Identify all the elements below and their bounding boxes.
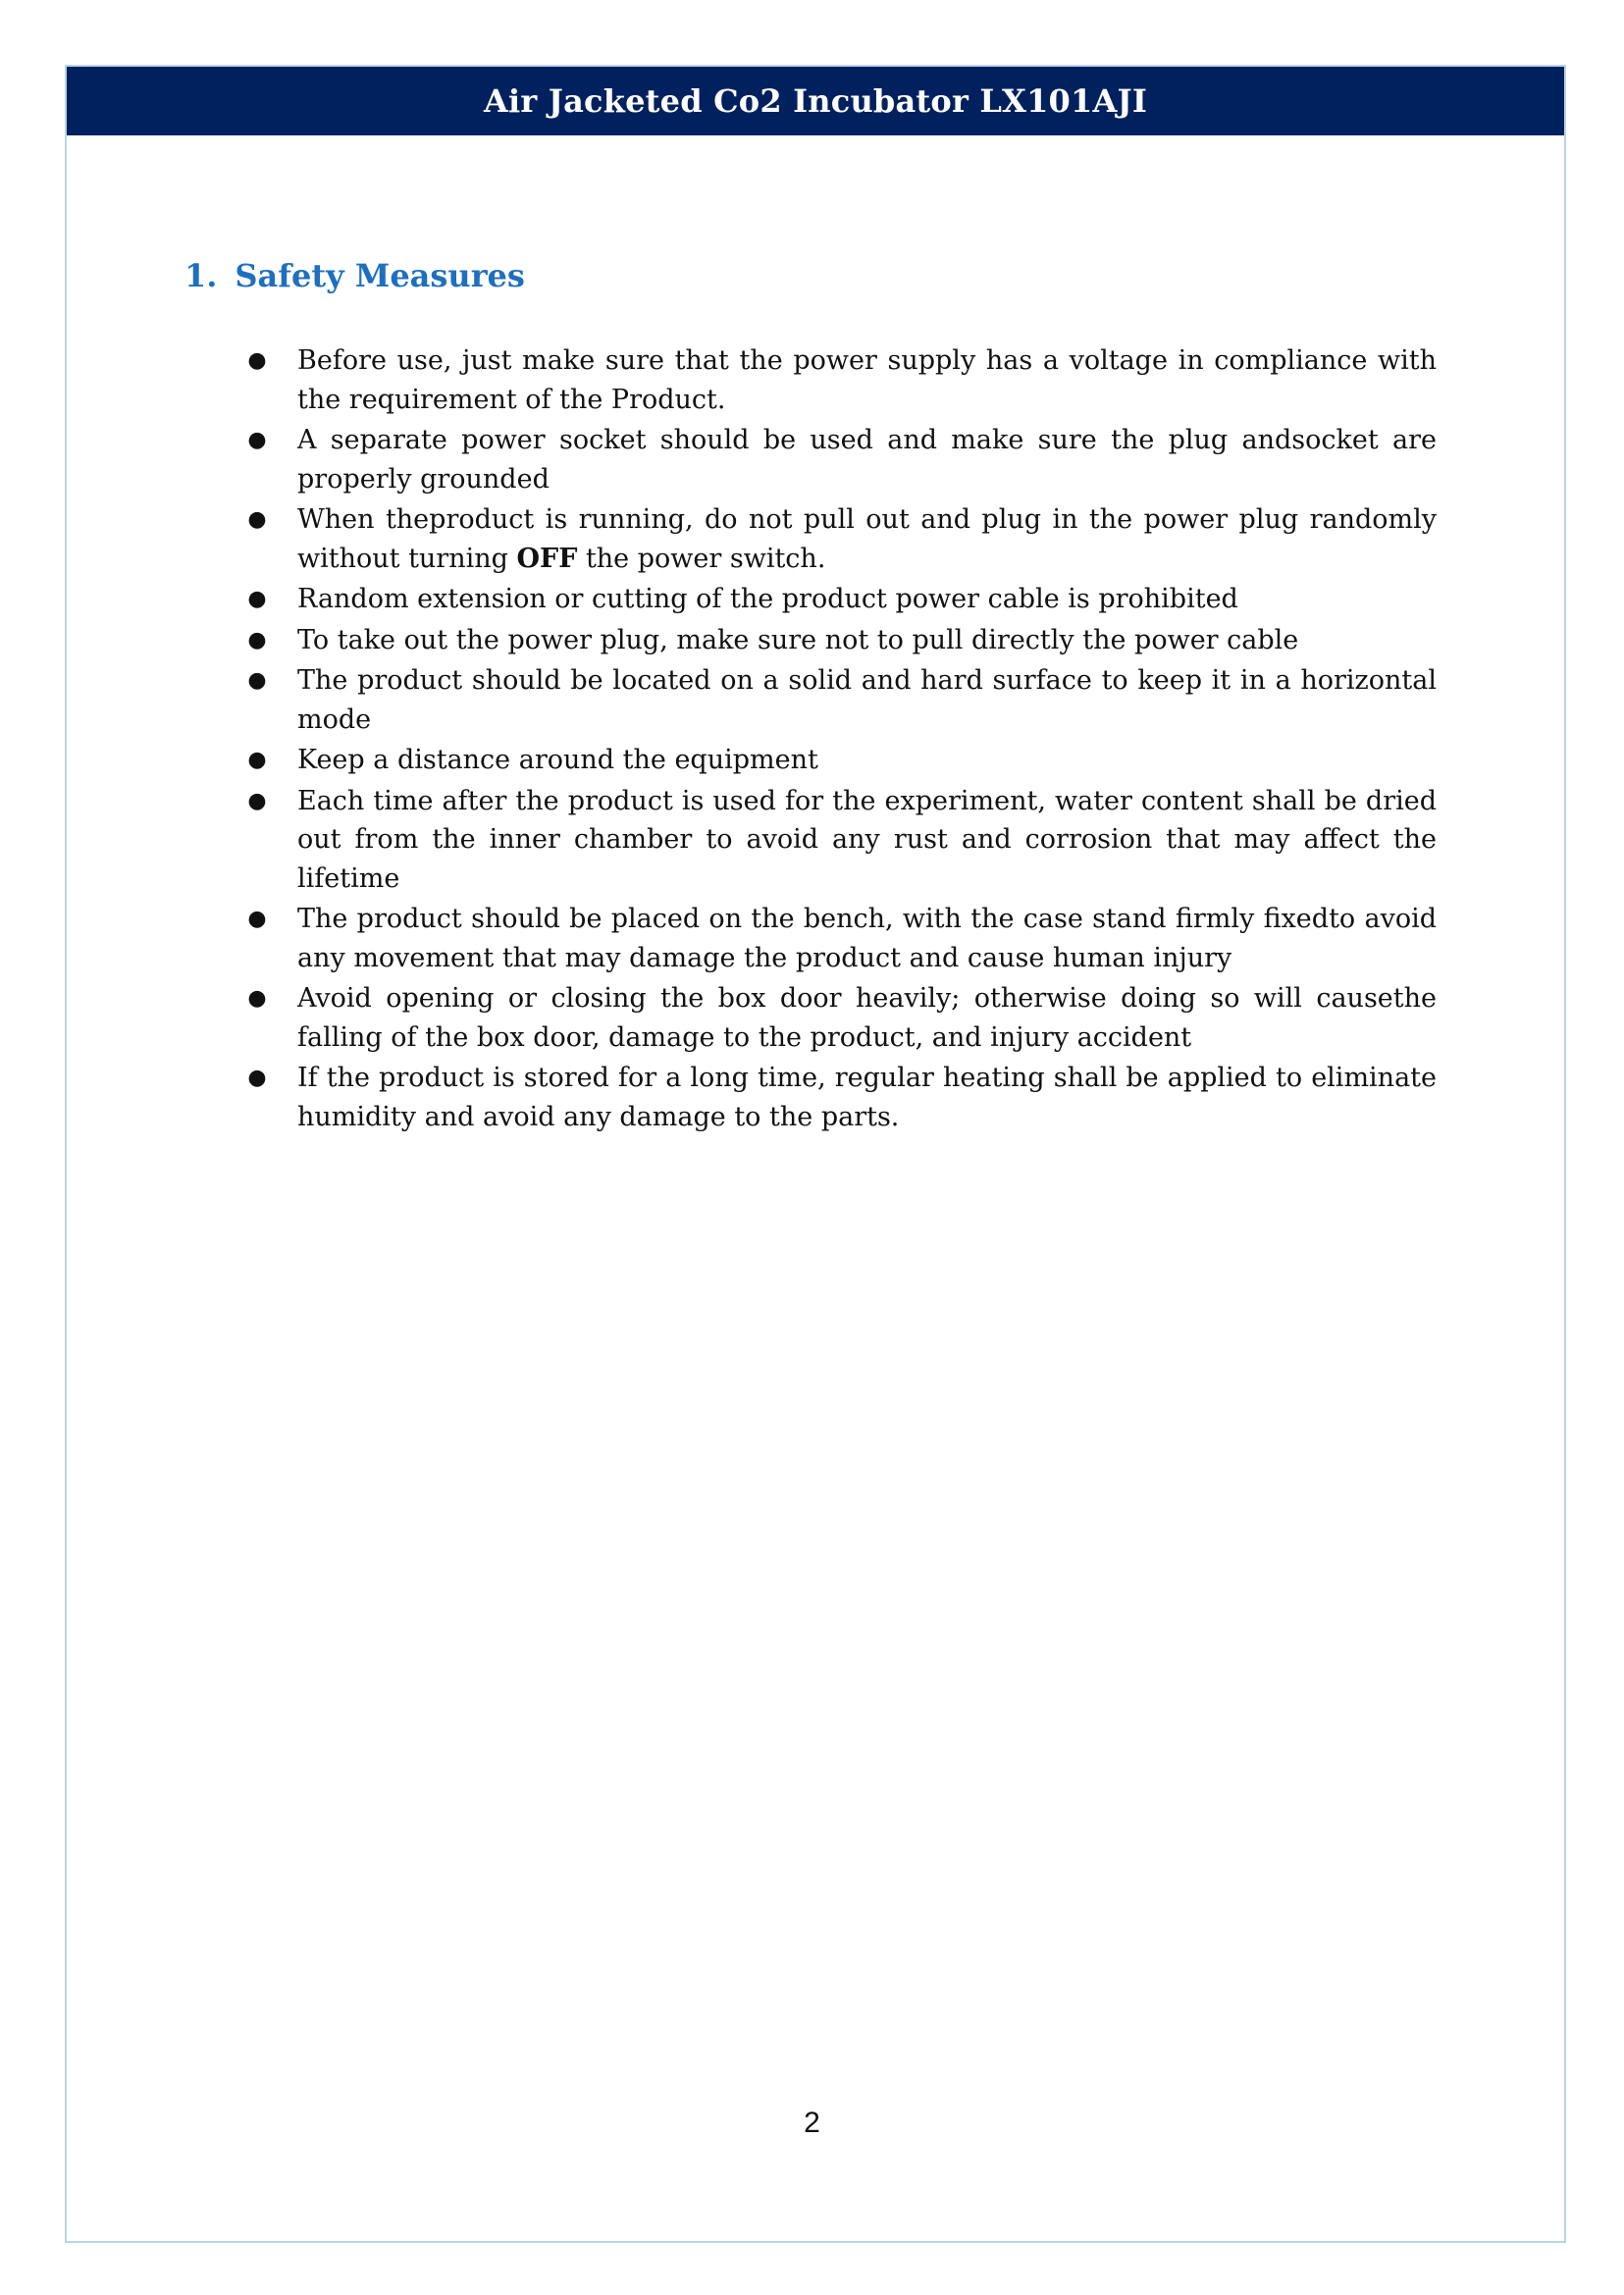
bullet-dot-icon: ● (247, 668, 267, 693)
bullet-dot-icon: ● (247, 348, 267, 373)
section-number: 1. (184, 257, 218, 294)
list-item (247, 979, 1437, 1057)
document-title: Air Jacketed Co2 Incubator LX101AJI (483, 82, 1148, 120)
section-title: Safety Measures (235, 257, 525, 294)
bullet-dot-icon: ● (247, 627, 267, 652)
bullet-dot-icon: ● (247, 907, 267, 931)
list-item-text: The product should be located on a solid and hard surface to keep it in a horizontal mode (297, 665, 1437, 735)
list-item (247, 741, 1437, 780)
section-heading (184, 257, 525, 294)
bullet-dot-icon: ● (247, 788, 267, 813)
list-item (247, 500, 1437, 578)
list-item (247, 341, 1437, 419)
list-item-text: Each time after the product is used for the experiment, water content shall be dried out from the inner chamber to avoid any rust and corrosion that may affect the lifetime (297, 785, 1437, 894)
bullet-dot-icon: ● (247, 428, 267, 452)
list-item-text: Avoid opening or closing the box door heavily; otherwise doing so will causethe falling of the box door, damage to the product, and injury accident (297, 983, 1437, 1053)
list-item-text-after: the power switch. (577, 543, 826, 574)
list-item-text: Before use, just make sure that the power supply has a voltage in compliance with the requirement of the Product. (297, 345, 1437, 415)
list-item-text-before: When theproduct is running, do not pull out and plug in the power plug randomly without turning (297, 504, 1437, 574)
list-item-text: If the product is stored for a long time, regular heating shall be applied to eliminate humidity and avoid any damage to the parts. (297, 1063, 1437, 1132)
page-number: 2 (804, 2107, 820, 2139)
off-emphasis: OFF (516, 543, 578, 574)
list-item (247, 782, 1437, 899)
list-item-text: The product should be placed on the bench, with the case stand firmly fixedto avoid any movement that may damage the product and cause human injury (297, 904, 1437, 973)
list-item-text: To take out the power plug, make sure not to pull directly the power cable (297, 624, 1299, 655)
list-item (247, 900, 1437, 977)
list-item (247, 621, 1437, 660)
bullet-dot-icon: ● (247, 1066, 267, 1090)
list-item-text: Keep a distance around the equipment (297, 745, 818, 775)
bullet-dot-icon: ● (247, 587, 267, 611)
list-item-text: A separate power socket should be used and make sure the plug andsocket are properly grounded (297, 425, 1437, 495)
list-item (247, 661, 1437, 739)
list-item-text: Random extension or cutting of the product power cable is prohibited (297, 584, 1238, 614)
bullet-dot-icon: ● (247, 986, 267, 1011)
bullet-dot-icon: ● (247, 748, 267, 772)
bullet-dot-icon: ● (247, 507, 267, 532)
header-bar (67, 67, 1564, 135)
list-item (247, 580, 1437, 619)
list-item (247, 1059, 1437, 1136)
list-item (247, 421, 1437, 498)
safety-measures-list (247, 341, 1437, 1138)
list-item-text (297, 504, 1437, 574)
